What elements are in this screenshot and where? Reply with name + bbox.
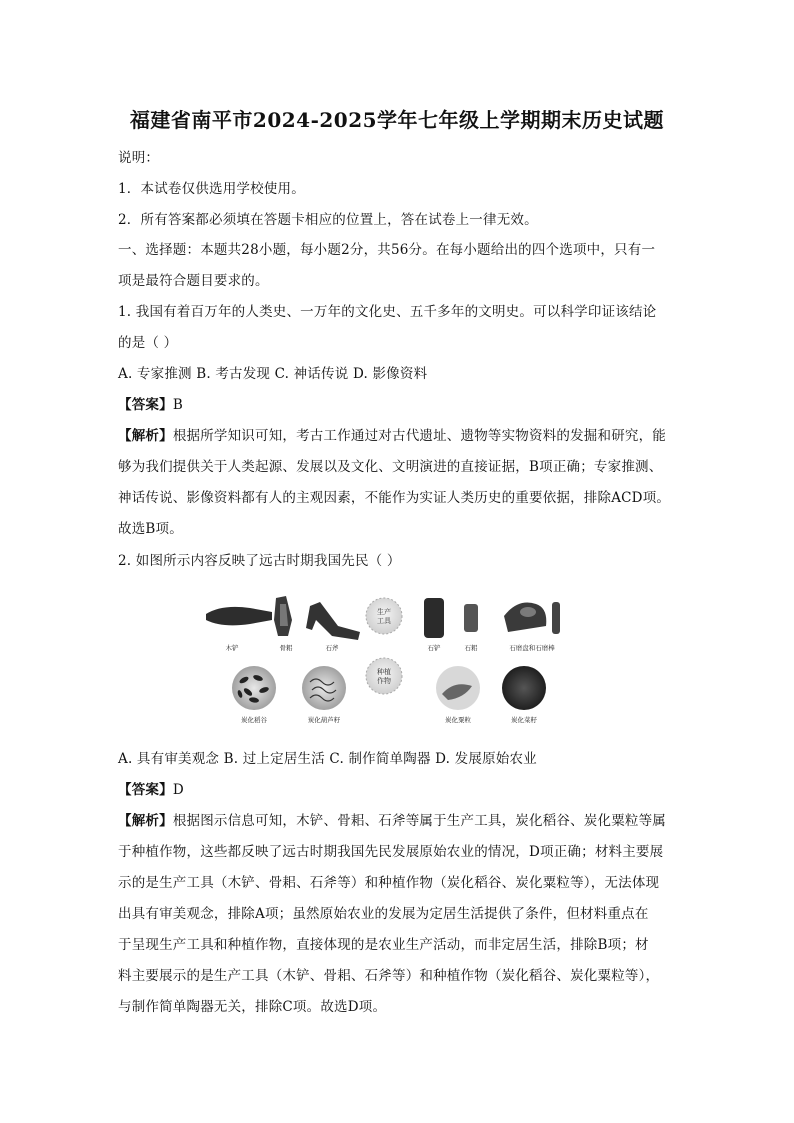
- svg-text:生产: 生产: [377, 608, 391, 616]
- q1-answer-label: 【答案】: [118, 397, 173, 413]
- q2-analysis-line-1: [118, 809, 678, 829]
- q1-analysis-label: 【解析】: [118, 428, 173, 444]
- stone-shovel-image: [424, 598, 444, 638]
- section-heading-line-1: 一、选择题：本题共28小题，每小题2分，共56分。在每小题给出的四个选项中，只有一: [118, 242, 656, 258]
- instruction-item-2: 2．所有答案都必须填在答题卡相应的位置上，答在试卷上一律无效。: [118, 212, 538, 228]
- q2-answer-value: D: [172, 782, 184, 798]
- q1-analysis-line-4: 故选B项。: [118, 521, 183, 537]
- q1-stem-line-2: 的是（ ）: [118, 335, 178, 351]
- q2-stem: 2. 如图所示内容反映了远古时期我国先民（ ）: [118, 553, 401, 569]
- q2-answer-label: 【答案】: [118, 782, 173, 798]
- label-carbonized-rapeseed: 炭化菜籽: [511, 716, 537, 724]
- instruction-item-1: 1．本试卷仅供选用学校使用。: [118, 181, 305, 197]
- q2-analysis-line-6: 料主要展示的是生产工具（木铲、骨耜、石斧等）和种植作物（炭化稻谷、炭化粟粒等），: [118, 968, 660, 984]
- q2-analysis-label: 【解析】: [118, 813, 173, 829]
- svg-text:作物: 作物: [377, 677, 391, 685]
- q2-analysis-line-5: 于呈现生产工具和种植作物，直接体现的是农业生产活动，而非定居生活，排除B项；材: [118, 937, 649, 953]
- carbonized-rapeseed-image: [502, 666, 546, 710]
- q2-analysis-line-3: 示的是生产工具（木铲、骨耜、石斧等）和种植作物（炭化稻谷、炭化粟粒等），无法体现: [118, 875, 660, 891]
- q2-analysis-line-7: 与制作简单陶器无关，排除C项。故选D项。: [118, 999, 387, 1015]
- grinding-stone-image: [504, 602, 560, 634]
- instructions-heading: 说明：: [118, 150, 160, 166]
- label-carbonized-gourd-seeds: 炭化葫芦籽: [307, 716, 341, 724]
- wooden-shovel-image: [206, 607, 272, 625]
- label-stone-axe: 石斧: [325, 644, 339, 652]
- q2-answer: [118, 778, 678, 798]
- label-carbonized-millet: 炭化粟粒: [445, 716, 471, 724]
- q1-answer: [118, 393, 678, 413]
- q1-analysis-line-3: 神话传说、影像资料都有人的主观因素，不能作为实证人类历史的重要依据，排除ACD项。: [118, 490, 671, 506]
- q1-analysis-line-1: [118, 424, 678, 444]
- carbonized-millet-image: [436, 666, 480, 710]
- label-bone-spade: 骨耜: [279, 644, 293, 652]
- stone-axe-image: [306, 602, 360, 640]
- q1-stem-line-1: 1. 我国有着百万年的人类史、一万年的文化史、五千多年的文明史。可以科学印证该结论: [118, 304, 657, 320]
- q2-options: A. 具有审美观念 B. 过上定居生活 C. 制作简单陶器 D. 发展原始农业: [118, 751, 537, 767]
- svg-text:种植: 种植: [377, 668, 391, 676]
- page-title: 福建省南平市2024-2025学年七年级上学期期末历史试题: [129, 108, 665, 132]
- tools-circle: [366, 598, 402, 634]
- stone-spade-image: [464, 604, 478, 632]
- q1-analysis-text-1: 根据所学知识可知，考古工作通过对古代遗址、遗物等实物资料的发掘和研究，能: [172, 428, 667, 444]
- label-stone-spade: 石耜: [464, 644, 478, 652]
- label-grinding-stone: 石磨盘和石磨棒: [509, 644, 555, 652]
- label-stone-shovel: 石铲: [427, 644, 441, 652]
- bone-spade-image: [274, 596, 292, 636]
- label-carbonized-rice: 炭化稻谷: [241, 716, 267, 724]
- crops-circle: [366, 658, 402, 694]
- section-heading-line-2: 项是最符合题目要求的。: [118, 273, 269, 289]
- q2-analysis-line-4: 出具有审美观念，排除A项；虽然原始农业的发展为定居生活提供了条件，但材料重点在: [118, 906, 649, 922]
- q2-analysis-line-2: 于种植作物，这些都反映了远古时期我国先民发展原始农业的情况，D项正确；材料主要展: [118, 844, 664, 860]
- q1-analysis-line-2: 够为我们提供关于人类起源、发展以及文化、文明演进的直接证据，B项正确；专家推测、: [118, 459, 663, 475]
- label-wooden-shovel: 木铲: [225, 644, 239, 652]
- q2-figure: [202, 590, 582, 740]
- q1-answer-value: B: [172, 397, 183, 413]
- carbonized-gourd-seeds-image: [302, 666, 346, 710]
- carbonized-rice-image: [232, 666, 276, 710]
- svg-text:工具: 工具: [377, 617, 391, 625]
- q2-analysis-text-1: 根据图示信息可知，木铲、骨耜、石斧等属于生产工具，炭化稻谷、炭化粟粒等属: [172, 813, 667, 829]
- q1-options: A. 专家推测 B. 考古发现 C. 神话传说 D. 影像资料: [118, 366, 428, 382]
